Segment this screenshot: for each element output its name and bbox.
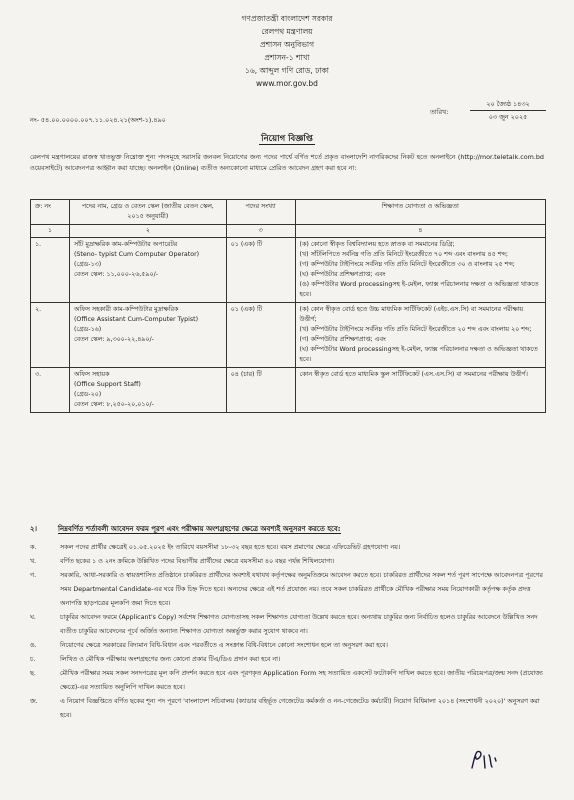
row-serial: ২. <box>31 303 70 368</box>
list-item <box>30 667 544 695</box>
qual-item: (ক) কোন স্বীকৃত বোর্ড হতে উচ্চ মাধ্যমিক সার্টিফিকেট (এইচ.এস.সি) বা সমমানের পরীক্ষায় উত্তীর্ণ; <box>299 306 524 323</box>
row-serial: ১. <box>31 238 70 303</box>
table-row <box>31 303 546 368</box>
row-count: ০৪ (চার) টি <box>226 368 295 413</box>
item-key: ক. <box>30 544 37 551</box>
post-name-bn: অফিস সহায়ক <box>73 371 110 378</box>
date-label: তারিখ: <box>430 108 449 116</box>
govt-header <box>0 12 574 90</box>
table-header-row <box>31 200 546 225</box>
vacancy-table <box>30 199 546 413</box>
list-item <box>30 695 544 723</box>
post-name-bn: অফিস সহকারী কাম-কম্পিউটার মুদ্রাক্ষরিক <box>73 306 179 313</box>
qual-item: (ঙ) কম্পিউটার Word processingসহ ই-মেইল, ফ্যাক্স পরিচালনার দক্ষতা ও অভিজ্ঞতা থাকতে হবে। <box>299 281 539 298</box>
notice-title: নিয়োগ বিজ্ঞপ্তি <box>261 134 313 144</box>
post-name-bn: সাঁট মুদ্রাক্ষরিক কাম-কম্পিউটার অপারেটর <box>73 241 178 248</box>
header-line-5: ১৬, আব্দুল গণি রোড, ঢাকা <box>245 66 329 75</box>
row-serial: ৩. <box>31 368 70 413</box>
row-post <box>69 303 226 368</box>
conditions-list <box>30 541 544 723</box>
section-heading-text: নিম্নবর্ণিত শর্তাবলী আবেদন ফরম পূরণ এবং পরীক্ষায় অংশগ্রহণের ক্ষেত্রে অবশ্যই অনুসরণ করতে হবে: <box>58 525 341 533</box>
post-scale: বেতন স্কেল: ১১,০০০-২৬,৫৯০/- <box>73 271 158 278</box>
col-header-qualification: শিক্ষাগত যোগ্যতা ও অভিজ্ঞতা <box>295 200 545 225</box>
item-key: খ. <box>30 558 37 565</box>
item-text: মৌখিক পরীক্ষার সময় সকল সনদপত্রের মূল কপি প্রদর্শন করতে হবে এবং পূরণকৃত Application Form সহ সত্যায়িত একসেট ফটোকপি দাখিল করতে হবে। জাতীয় পরিচয়পত্র/জন্ম সনদ (প্রযোজ্য ক্ষেত্রে)-এর সত্যায়িত অনুলিপি দাখিল করতে হবে। <box>60 670 543 691</box>
item-text: সরকারি, আধা-সরকারি ও স্বায়ত্তশাসিত প্রতিষ্ঠানে চাকরিরত প্রার্থীদের অবশ্যই যথাযথ কর্তৃপক্ষের অনুমতিক্রমে আবেদন করতে হবে। চাকরিরত প্রার্থীদের সকল শর্ত পূরণ সাপেক্ষে আবেদনপত্র পূরণের সময় Departmental Candidate-এর ঘরে টিক চিহ্ন দিতে হবে। অন্যদের ক্ষেত্রে এই শর্ত প্রযোজ্য নয়। তবে সকল চাকরিরত প্রার্থীকে মৌখিক পরীক্ষার সময় নিয়োগকারী কর্তৃপক্ষ কর্তৃক প্রদত্ত অনাপত্তি ছাড়পত্রের মূলকপি জমা দিতে হবে। <box>60 572 543 607</box>
header-line-3: প্রশাসন অনুবিভাগ <box>260 40 314 49</box>
row-post <box>69 238 226 303</box>
list-item <box>30 611 544 639</box>
post-name-en: (Office Assistant Cum-Computer Typist) <box>73 316 199 323</box>
item-text: বর্ণিত ছকের ১ ও ২নং ক্রমিকে উল্লিখিত পদের বিভাগীয় প্রার্থীদের ক্ষেত্রে বয়সসীমা ৪০ বছর পর্যন্ত শিথিলযোগ্য। <box>60 558 335 565</box>
post-name-en: (Steno- typist Cum Computer Operator) <box>73 251 200 258</box>
row-qualification <box>295 368 545 413</box>
conditions-heading <box>30 523 341 535</box>
date-bangla: ২০ জ্যৈষ্ঠ ১৪৩২ <box>470 100 546 111</box>
post-name-en: (Office Support Staff) <box>73 381 141 388</box>
row-qualification <box>295 238 545 303</box>
header-line-2: রেলপথ মন্ত্রণালয় <box>261 27 313 36</box>
header-line-4: প্রশাসন-১ শাখা <box>264 53 310 62</box>
index-cell: ৪ <box>295 225 545 238</box>
table-index-row <box>31 225 546 238</box>
table-row <box>31 368 546 413</box>
index-cell: ৩ <box>226 225 295 238</box>
item-text: লিখিত ও মৌখিক পরীক্ষায় অংশগ্রহণের জন্য কোনো প্রকার টিএ/ডিএ প্রদান করা হবে না। <box>60 656 281 663</box>
row-count: ০১ (এক) টি <box>226 238 295 303</box>
col-header-count: পদের সংখ্যা <box>226 200 295 225</box>
list-item <box>30 569 544 611</box>
index-cell: ২ <box>69 225 226 238</box>
qual-item: (গ) কম্পিউটার প্রশিক্ষণপ্রাপ্ত; এবং <box>299 336 386 343</box>
post-grade: (গ্রেড-১৩) <box>73 261 102 268</box>
qual-item: (খ) সাঁটলিপিতে সর্বনিম্ন গতি প্রতি মিনিটে ইংরেজীতে ৭০ শব্দ এবং বাংলায় ৪৫ শব্দ; <box>299 251 508 258</box>
qual-item: (ঘ) কম্পিউটার প্রশিক্ষণপ্রাপ্ত; এবং <box>299 271 386 278</box>
index-cell: ১ <box>31 225 70 238</box>
post-grade: (গ্রেড-২০) <box>73 391 102 398</box>
row-qualification <box>295 303 545 368</box>
item-key: ছ. <box>30 670 36 677</box>
date-english: ০৩ জুন ২০২৫ <box>488 113 528 121</box>
qual-item: কোন স্বীকৃত বোর্ড হতে মাধ্যমিক স্কুল সার্টিফিকেট (এস.এস.সি) বা সমমানের পরীক্ষায় উত্তীর্ণ। <box>299 371 528 378</box>
item-text: সকল পদের প্রার্থীর ক্ষেত্রেই ০১.০৫.২০২৫ ইং তারিখে বয়সসীমা ১৮-৩২ বছর হতে হবে। বয়স প্রমাণের ক্ষেত্রে এফিডেভিট গ্রহণযোগ্য নয়। <box>60 544 401 551</box>
website-link[interactable]: www.mor.gov.bd <box>256 79 318 88</box>
post-grade: (গ্রেড-১৬) <box>73 326 102 333</box>
list-item <box>30 555 544 569</box>
handwritten-initial <box>468 748 502 772</box>
row-count: ০১ (এক) টি <box>226 303 295 368</box>
item-text: নিয়োগের ক্ষেত্রে সরকারের বিদ্যমান বিধি-বিধান এবং পরবর্তীতে এ সংক্রান্ত বিধি-বিধানে কোনো সংশোধন হলে তা অনুসরণ করা হবে। <box>60 642 388 649</box>
item-text: এ নিয়োগ বিজ্ঞপ্তিতে বর্ণিত ছকের শূন্য পদ পূরণে 'বাংলাদেশ সচিবালয় (ক্যাডার বহির্ভূত গেজেটেড কর্মকর্তা ও নন-গেজেটেড কর্মচারী) নিয়োগ বিধিমালা ২০১৪ (সংশোধনী ২০২০)' অনুসরণ করা হবে। <box>60 698 540 719</box>
item-key: ঘ. <box>30 614 36 621</box>
list-item <box>30 653 544 667</box>
item-key: চ. <box>30 656 36 663</box>
post-scale: বেতন স্কেল: ৯,৩০০-২২,৪৯০/- <box>73 336 154 343</box>
col-header-post: পদের নাম, গ্রেড ও বেতন স্কেল (জাতীয় বেতন স্কেল, ২০১৫ অনুযায়ী) <box>69 200 226 225</box>
post-scale: বেতন স্কেল: ৮,২৫০-২০,০১০/- <box>73 401 154 408</box>
table-row <box>31 238 546 303</box>
list-item <box>30 541 544 555</box>
item-key: ঙ. <box>30 642 37 649</box>
item-key: জ. <box>30 698 38 705</box>
item-key: গ. <box>30 572 37 579</box>
qual-item: (খ) কম্পিউটার টাইপিংয়ে সর্বনিম্ন গতি প্রতি মিনিটে ইংরেজীতে ২০ শব্দ এবং বাংলায় ২০ শব্দ; <box>299 326 532 333</box>
col-header-serial: ক্র: নং <box>31 200 70 225</box>
qual-item: (ঘ) কম্পিউটার Word processingসহ ই-মেইল, ফ্যাক্স পরিচালনার দক্ষতা ও অভিজ্ঞতা থাকতে হবে। <box>299 346 538 363</box>
qual-item: (ক) কোনো স্বীকৃত বিশ্ববিদ্যালয় হতে স্নাতক বা সমমানের ডিগ্রি; <box>299 241 455 248</box>
list-item <box>30 639 544 653</box>
qual-item: (গ) কম্পিউটার টাইপিংয়ে সর্বনিম্ন গতি প্রতি মিনিটে ইংরেজীতে ৩০ ও বাংলায় ২৫ শব্দ; <box>299 261 515 268</box>
item-text: চাকুরির আবেদন ফরমে (Applicant's Copy) সর্বশেষ শিক্ষাগত যোগ্যতাসহ সকল শিক্ষাগত যোগ্যতা উল্লেখ করতে হবে। অন্যথায় চাকুরির জন্য নির্বাচিত হলেও চাকুরির আবেদনে উল্লিখিত সনদ ব্যতীত চাকুরির আবেদনের পূর্বে অর্জিত অন্যান্য শিক্ষাগত যোগ্যতা অন্তর্ভুক্ত করার সুযোগ থাকবে না। <box>60 614 538 635</box>
intro-paragraph: রেলপথ মন্ত্রণালয়ের রাজস্ব খাতভুক্ত নিম্নোক্ত শূন্য পদসমূহে সরাসরি জনবল নিয়োগের জন্য পদের পার্শ্বে বর্ণিত শর্তে প্রকৃত বাংলাদেশি নাগরিকদের নিকট হতে অনলাইনে (http://mor.teletalk.com.bd ওয়েবসাইটে) আবেদনপত্র আহ্বান করা যাচ্ছে। অনলাইন (Online) ব্যতীত অন্যকোনো মাধ্যমে প্রেরিত আবেদন গ্রহণ করা হবে না: <box>30 153 544 172</box>
memo-number: নং- ৫৪.০০.০০০০.০০৭.১১.০২৪.২১(অংশ-১).৪৯০ <box>30 116 166 124</box>
section-number: ২। <box>30 525 38 533</box>
header-line-1: গণপ্রজাতন্ত্রী বাংলাদেশ সরকার <box>241 14 333 23</box>
row-post <box>69 368 226 413</box>
